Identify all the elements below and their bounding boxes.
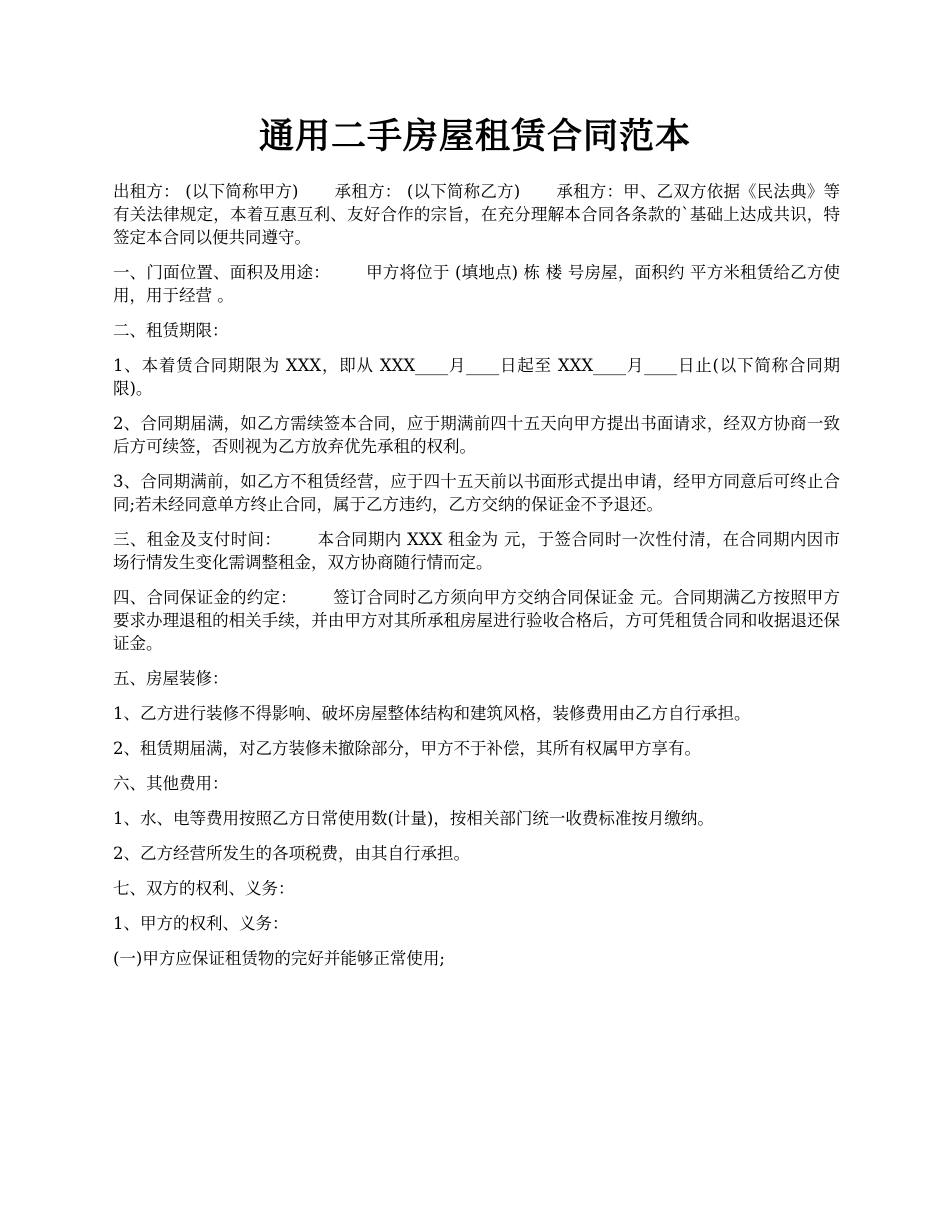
- section-3-text: 本合同期内 XXX 租金为 元，于签合同时一次性付清，在合同期内因市场行情发生变化需调整租金，双方协商随行情而定。: [113, 530, 841, 572]
- section-6-heading: 六、其他费用：: [113, 774, 229, 793]
- section-6-item: 1、水、电等费用按照乙方日常使用数(计量)，按相关部门统一收费标准按月缴纳。: [113, 809, 714, 828]
- section-1-heading: 一、门面位置、面积及用途：: [113, 263, 330, 282]
- section-3-paragraph: [113, 528, 840, 574]
- section-2-item: 2、合同期届满，如乙方需续签本合同，应于期满前四十五天向甲方提出书面请求，经双方协商一致后方可续签，否则视为乙方放弃优先承租的权利。: [113, 414, 840, 456]
- section-7-item: (一)甲方应保证租赁物的完好并能够正常使用;: [113, 949, 445, 968]
- lessee-line: 承租方： (以下简称乙方): [334, 182, 521, 201]
- section-4-heading: 四、合同保证金的约定：: [113, 588, 297, 607]
- intro-paragraph: [113, 180, 840, 249]
- section-1-text: 甲方将位于 (填地点) 栋 楼 号房屋，面积约 平方米租赁给乙方使用，用于经营 。: [113, 263, 841, 305]
- intro-text: 承租方：甲、乙双方依据《民法典》等有关法律规定，本着互惠互利、友好合作的宗旨，在充分理解本合同各条款的`基础上达成共识，特签定本合同以便共同遵守。: [113, 182, 841, 247]
- section-4-paragraph: [113, 586, 840, 655]
- lessor-line: 出租方： (以下简称甲方): [113, 182, 299, 201]
- document-body: [113, 180, 840, 982]
- section-2-item: 3、合同期满前，如乙方不租赁经营，应于四十五天前以书面形式提出申请，经甲方同意后可终止合同;若未经同意单方终止合同，属于乙方违约，乙方交纳的保证金不予退还。: [113, 472, 840, 514]
- section-5-item: 1、乙方进行装修不得影响、破坏房屋整体结构和建筑风格，装修费用由乙方自行承担。: [113, 704, 751, 723]
- section-3-heading: 三、租金及支付时间：: [113, 530, 282, 549]
- section-6-item: 2、乙方经营所发生的各项税费，由其自行承担。: [113, 844, 470, 863]
- section-5-heading: 五、房屋装修：: [113, 669, 229, 688]
- document-title: 通用二手房屋租赁合同范本: [258, 116, 691, 157]
- section-7-heading: 七、双方的权利、义务：: [113, 879, 295, 898]
- section-4-text: 签订合同时乙方须向甲方交纳合同保证金 元。合同期满乙方按照甲方要求办理退租的相关手续，并由甲方对其所承租房屋进行验收合格后，方可凭租赁合同和收据退还保证金。: [113, 588, 841, 653]
- section-5-item: 2、租赁期届满，对乙方装修未撤除部分，甲方不于补偿，其所有权属甲方享有。: [113, 739, 701, 758]
- section-7-subheading: 1、甲方的权利、义务：: [113, 914, 289, 933]
- section-2-heading: 二、租赁期限：: [113, 321, 229, 340]
- section-1-paragraph: [113, 261, 840, 307]
- section-2-item: 1、本着赁合同期限为 XXX，即从 XXX____月____日起至 XXX____月____日止(以下简称合同期限)。: [113, 356, 840, 398]
